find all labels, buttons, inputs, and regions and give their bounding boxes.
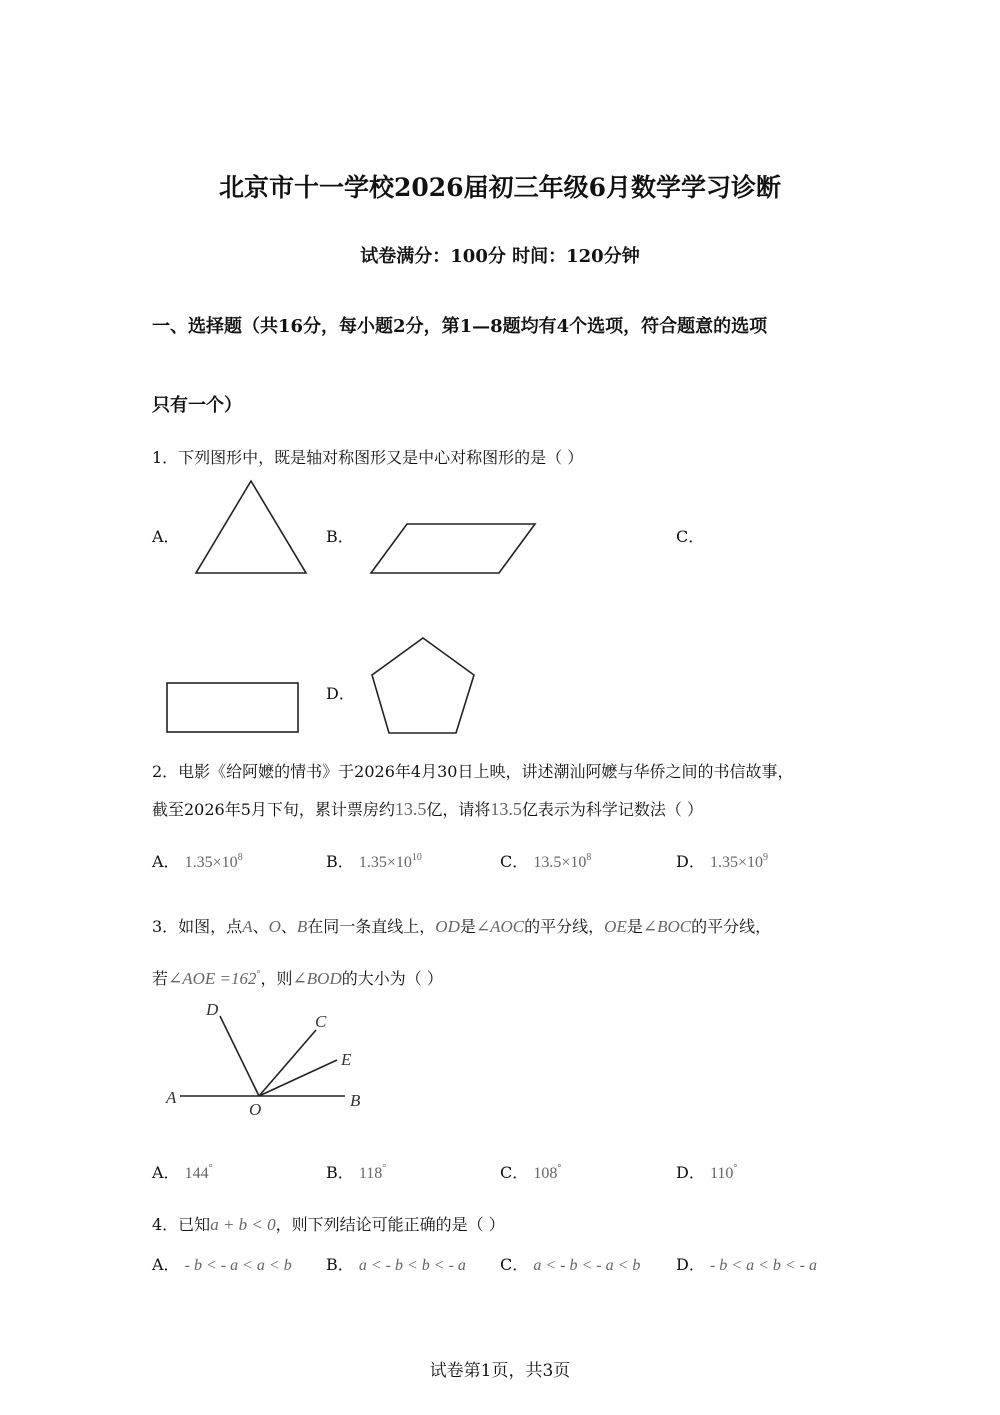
question-3-line2: 若∠AOE =162°，则∠BOD的大小为（ ）	[152, 969, 443, 988]
q3-option-c: C． 108°	[500, 1163, 562, 1182]
page-title: 北京市十一学校2026届初三年级6月数学学习诊断	[219, 173, 781, 202]
section-heading-line1: 一、选择题（共16分，每小题2分，第1—8题均有4个选项，符合题意的选项	[152, 316, 768, 337]
q4-option-c: C． a < - b < - a < b	[500, 1255, 641, 1274]
q1-option-a-label: A．	[152, 527, 180, 546]
q1-option-b-label: B．	[326, 527, 354, 546]
q3-option-a: A． 144°	[152, 1163, 213, 1182]
q2-option-d: D． $1.35\times 10^9$	[676, 852, 768, 871]
label-C: C	[315, 1012, 327, 1031]
question-2-line2: 截至2026年5月下旬，累计票房约13.5亿，请将13.5亿表示为科学记数法（ ）	[152, 799, 704, 819]
q4-option-a: A． - b < - a < a < b	[152, 1255, 292, 1274]
q1-option-d-label: D．	[326, 684, 355, 703]
q4-option-d: D． - b < a < b < - a	[676, 1255, 817, 1274]
question-4-stem: 4．已知a + b < 0，则下列结论可能正确的是（ ）	[152, 1215, 505, 1234]
q3-option-d: D． 110°	[676, 1163, 738, 1182]
ray-OC	[259, 1030, 316, 1096]
label-A: A	[166, 1088, 177, 1107]
question-2-line1: 2．电影《给阿嬷的情书》于2026年4月30日上映，讲述潮汕阿嬷与华侨之间的书信故事，	[152, 762, 794, 781]
q2-option-c: C． $13.5\times 10^8$	[500, 852, 592, 871]
q4-option-b: B． a < - b < b < - a	[326, 1255, 466, 1274]
exam-info: 试卷满分：100分 时间：120分钟	[360, 246, 640, 267]
label-D: D	[206, 1000, 219, 1019]
question-1-stem: 1．下列图形中，既是轴对称图形又是中心对称图形的是（ ）	[152, 448, 584, 467]
label-B: B	[350, 1091, 361, 1110]
ray-OE	[259, 1060, 337, 1096]
label-E: E	[341, 1050, 352, 1069]
q2-option-b: B． $1.35\times 10^{10}$	[326, 852, 422, 871]
page-footer: 试卷第1页，共3页	[429, 1361, 571, 1381]
q3-option-b: B． 118°	[326, 1163, 387, 1182]
q1-option-c-label: C．	[676, 527, 705, 546]
section-heading-line2: 只有一个）	[152, 395, 242, 416]
question-3-line1: 3．如图，点A、O、B在同一条直线上，OD是∠AOC的平分线，OE是∠BOC的平分线，	[152, 917, 772, 936]
label-O: O	[249, 1100, 262, 1119]
q2-option-a: A． $1.35\times 10^8$	[152, 852, 243, 871]
ray-OD	[220, 1016, 259, 1096]
